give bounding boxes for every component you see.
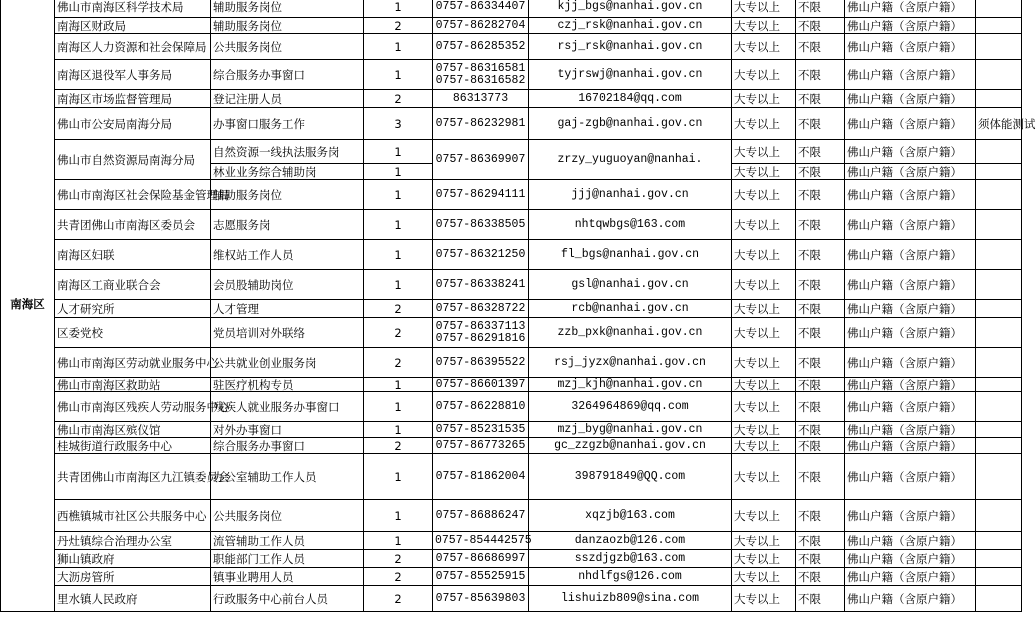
education-cell: 大专以上 [732,438,796,454]
table-row [1,318,1022,348]
phone-number: 0757-86294111 [435,187,526,201]
table-row [1,438,1022,454]
table-row [1,240,1022,270]
education-cell: 大专以上 [732,240,796,270]
education-cell: 大专以上 [732,0,796,18]
unit-name-cell: 区委党校 [55,318,211,348]
unit-name-cell: 佛山市公安局南海分局 [55,108,211,140]
phone-cell [433,108,529,140]
education-cell: 大专以上 [732,392,796,422]
household-registration-cell: 佛山户籍（含原户籍） [845,568,976,586]
note-cell [976,348,1022,378]
note-cell [976,140,1022,164]
post-name-cell: 办事窗口服务工作 [211,108,364,140]
phone-number: 0757-86334407 [435,0,526,13]
household-registration-cell: 佛山户籍（含原户籍） [845,90,976,108]
household-registration-cell: 佛山户籍（含原户籍） [845,532,976,550]
post-name-cell: 驻医疗机构专员 [211,378,364,392]
note-cell [976,34,1022,60]
headcount-cell: 1 [364,422,433,438]
age-limit-cell: 不限 [796,454,845,500]
table-row [1,550,1022,568]
education-cell: 大专以上 [732,180,796,210]
headcount-cell: 2 [364,318,433,348]
post-name-cell: 公共服务岗位 [211,34,364,60]
phone-cell [433,586,529,612]
post-name-cell: 对外办事窗口 [211,422,364,438]
phone-number: 0757-86369907 [435,152,526,166]
phone-number: 86313773 [452,91,509,105]
post-name-cell: 志愿服务岗 [211,210,364,240]
unit-name-cell: 佛山市自然资源局南海分局 [55,140,211,180]
unit-name-cell: 佛山市南海区救助站 [55,378,211,392]
phone-cell [433,34,529,60]
note-cell [976,392,1022,422]
table-row [1,180,1022,210]
headcount-cell: 1 [364,500,433,532]
age-limit-cell: 不限 [796,318,845,348]
education-cell: 大专以上 [732,500,796,532]
headcount-cell: 1 [364,140,433,164]
email-cell: rsj_jyzx@nanhai.gov.cn [529,348,732,378]
unit-name-cell: 狮山镇政府 [55,550,211,568]
headcount-cell: 1 [364,34,433,60]
phone-cell [433,140,529,180]
phone-cell [433,318,529,348]
phone-number: 0757-81862004 [435,469,526,483]
note-cell [976,240,1022,270]
phone-cell [433,378,529,392]
headcount-cell: 1 [364,164,433,180]
phone-number: 0757-85525915 [435,569,526,583]
table-row [1,300,1022,318]
age-limit-cell: 不限 [796,90,845,108]
headcount-cell: 1 [364,270,433,300]
phone-number: 0757-85231535 [435,422,526,436]
age-limit-cell: 不限 [796,270,845,300]
age-limit-cell: 不限 [796,550,845,568]
email-cell: xqzjb@163.com [529,500,732,532]
note-cell: 须体能测试 [976,108,1022,140]
email-cell: gc_zzgzb@nanhai.gov.cn [529,438,732,454]
age-limit-cell: 不限 [796,164,845,180]
post-name-cell: 人才管理 [211,300,364,318]
table-row [1,378,1022,392]
email-cell: czj_rsk@nanhai.gov.cn [529,18,732,34]
post-name-cell: 综合服务办事窗口 [211,438,364,454]
phone-number: 0757-85639803 [435,591,526,605]
email-cell: lishuizb809@sina.com [529,586,732,612]
education-cell: 大专以上 [732,108,796,140]
post-name-cell: 流管辅助工作人员 [211,532,364,550]
education-cell: 大专以上 [732,300,796,318]
headcount-cell: 1 [364,180,433,210]
household-registration-cell: 佛山户籍（含原户籍） [845,438,976,454]
note-cell [976,454,1022,500]
email-cell: 398791849@QQ.com [529,454,732,500]
phone-number: 0757-86773265 [435,438,526,452]
note-cell [976,438,1022,454]
unit-name-cell: 南海区退役军人事务局 [55,60,211,90]
unit-name-cell: 里水镇人民政府 [55,586,211,612]
phone-number: 0757-86886247 [435,508,526,522]
headcount-cell: 2 [364,348,433,378]
phone-number: 0757-86328722 [435,301,526,315]
unit-name-cell: 佛山市南海区科学技术局 [55,0,211,18]
post-name-cell: 维权站工作人员 [211,240,364,270]
phone-number: 0757-86686997 [435,551,526,565]
household-registration-cell: 佛山户籍（含原户籍） [845,164,976,180]
headcount-cell: 2 [364,18,433,34]
note-cell [976,60,1022,90]
table-row [1,210,1022,240]
table-row [1,0,1022,18]
education-cell: 大专以上 [732,210,796,240]
phone-number: 0757-86291816 [435,331,526,345]
household-registration-cell: 佛山户籍（含原户籍） [845,348,976,378]
age-limit-cell: 不限 [796,140,845,164]
phone-cell [433,90,529,108]
note-cell [976,18,1022,34]
table-row [1,90,1022,108]
table-row [1,60,1022,90]
headcount-cell: 2 [364,90,433,108]
education-cell: 大专以上 [732,318,796,348]
household-registration-cell: 佛山户籍（含原户籍） [845,60,976,90]
unit-name-cell: 共青团佛山市南海区九江镇委员会 [55,454,211,500]
unit-name-cell: 共青团佛山市南海区委员会 [55,210,211,240]
phone-cell [433,0,529,18]
unit-name-cell: 南海区妇联 [55,240,211,270]
email-cell: rsj_rsk@nanhai.gov.cn [529,34,732,60]
age-limit-cell: 不限 [796,586,845,612]
post-name-cell: 党员培训对外联络 [211,318,364,348]
unit-name-cell: 人才研究所 [55,300,211,318]
headcount-cell: 1 [364,532,433,550]
age-limit-cell: 不限 [796,18,845,34]
unit-name-cell: 桂城街道行政服务中心 [55,438,211,454]
unit-name-cell: 佛山市南海区殡仪馆 [55,422,211,438]
education-cell: 大专以上 [732,60,796,90]
headcount-cell: 1 [364,392,433,422]
table-row [1,568,1022,586]
email-cell: rcb@nanhai.gov.cn [529,300,732,318]
unit-name-cell: 佛山市南海区劳动就业服务中心 [55,348,211,378]
household-registration-cell: 佛山户籍（含原户籍） [845,392,976,422]
note-cell [976,586,1022,612]
headcount-cell: 1 [364,210,433,240]
table-body [1,0,1036,612]
household-registration-cell: 佛山户籍（含原户籍） [845,586,976,612]
table-row [1,454,1022,500]
education-cell: 大专以上 [732,90,796,108]
headcount-cell: 1 [364,454,433,500]
headcount-cell: 3 [364,108,433,140]
phone-number: 0757-86601397 [435,377,526,391]
phone-cell [433,348,529,378]
age-limit-cell: 不限 [796,0,845,18]
note-cell [976,180,1022,210]
email-cell: 3264964869@qq.com [529,392,732,422]
phone-number: 0757-86282704 [435,18,526,32]
household-registration-cell: 佛山户籍（含原户籍） [845,240,976,270]
note-cell [976,0,1022,18]
phone-cell [433,438,529,454]
note-cell [976,210,1022,240]
note-cell [976,532,1022,550]
post-name-cell: 公共服务岗位 [211,500,364,532]
education-cell: 大专以上 [732,378,796,392]
phone-cell [433,18,529,34]
headcount-cell: 2 [364,438,433,454]
table-row [1,34,1022,60]
household-registration-cell: 佛山户籍（含原户籍） [845,378,976,392]
email-cell: gsl@nanhai.gov.cn [529,270,732,300]
table-row [1,532,1022,550]
note-cell [976,90,1022,108]
headcount-cell: 2 [364,300,433,318]
note-cell [976,550,1022,568]
household-registration-cell: 佛山户籍（含原户籍） [845,300,976,318]
age-limit-cell: 不限 [796,34,845,60]
phone-cell [433,500,529,532]
household-registration-cell: 佛山户籍（含原户籍） [845,500,976,532]
email-cell: zzb_pxk@nanhai.gov.cn [529,318,732,348]
headcount-cell: 2 [364,568,433,586]
note-cell [976,568,1022,586]
age-limit-cell: 不限 [796,240,845,270]
education-cell: 大专以上 [732,586,796,612]
email-cell: 16702184@qq.com [529,90,732,108]
table-row [1,348,1022,378]
post-name-cell: 林业业务综合辅助岗 [211,164,364,180]
education-cell: 大专以上 [732,568,796,586]
education-cell: 大专以上 [732,164,796,180]
unit-name-cell: 大沥房管所 [55,568,211,586]
education-cell: 大专以上 [732,140,796,164]
post-name-cell: 行政服务中心前台人员 [211,586,364,612]
phone-cell [433,568,529,586]
education-cell: 大专以上 [732,34,796,60]
headcount-cell: 1 [364,0,433,18]
age-limit-cell: 不限 [796,348,845,378]
table-row [1,392,1022,422]
email-cell: jjj@nanhai.gov.cn [529,180,732,210]
post-name-cell: 辅助服务岗位 [211,180,364,210]
note-cell [976,318,1022,348]
table-row [1,500,1022,532]
email-cell: gaj-zgb@nanhai.gov.cn [529,108,732,140]
unit-name-cell: 丹灶镇综合治理办公室 [55,532,211,550]
age-limit-cell: 不限 [796,392,845,422]
note-cell [976,500,1022,532]
unit-name-cell: 西樵镇城市社区公共服务中心 [55,500,211,532]
age-limit-cell: 不限 [796,438,845,454]
phone-number: 0757-854442575 [435,533,532,547]
phone-cell [433,60,529,90]
phone-number: 0757-86395522 [435,355,526,369]
household-registration-cell: 佛山户籍（含原户籍） [845,34,976,60]
phone-number: 0757-86316581 [435,61,526,75]
phone-cell [433,454,529,500]
household-registration-cell: 佛山户籍（含原户籍） [845,180,976,210]
table-row [1,422,1022,438]
headcount-cell: 2 [364,550,433,568]
education-cell: 大专以上 [732,270,796,300]
unit-name-cell: 南海区人力资源和社会保障局 [55,34,211,60]
household-registration-cell: 佛山户籍（含原户籍） [845,108,976,140]
age-limit-cell: 不限 [796,210,845,240]
education-cell: 大专以上 [732,454,796,500]
phone-cell [433,392,529,422]
household-registration-cell: 佛山户籍（含原户籍） [845,210,976,240]
email-cell: zrzy_yuguoyan@nanhai. [529,140,732,180]
household-registration-cell: 佛山户籍（含原户籍） [845,318,976,348]
email-cell: kjj_bgs@nanhai.gov.cn [529,0,732,18]
household-registration-cell: 佛山户籍（含原户籍） [845,140,976,164]
table-row [1,108,1022,140]
education-cell: 大专以上 [732,348,796,378]
phone-number: 0757-86338505 [435,217,526,231]
post-name-cell: 残疾人就业服务办事窗口 [211,392,364,422]
table-row [1,270,1022,300]
phone-cell [433,532,532,550]
unit-name-cell: 南海区工商业联合会 [55,270,211,300]
age-limit-cell: 不限 [796,378,845,392]
unit-name-cell: 南海区市场监督管理局 [55,90,211,108]
post-name-cell: 公共就业创业服务岗 [211,348,364,378]
phone-number: 0757-86338241 [435,277,526,291]
note-cell [976,270,1022,300]
email-cell: fl_bgs@nanhai.gov.cn [529,240,732,270]
email-cell: danzaozb@126.com [529,532,732,550]
age-limit-cell: 不限 [796,568,845,586]
table-row [1,18,1022,34]
phone-number: 0757-86321250 [435,247,526,261]
age-limit-cell: 不限 [796,180,845,210]
age-limit-cell: 不限 [796,422,845,438]
household-registration-cell: 佛山户籍（含原户籍） [845,422,976,438]
post-name-cell: 办公室辅助工作人员 [211,454,364,500]
phone-cell [433,240,529,270]
post-name-cell: 辅助服务岗位 [211,18,364,34]
email-cell: mzj_kjh@nanhai.gov.cn [529,378,732,392]
headcount-cell: 1 [364,240,433,270]
post-name-cell: 镇事业聘用人员 [211,568,364,586]
headcount-cell: 2 [364,586,433,612]
phone-number: 0757-86228810 [435,399,526,413]
post-name-cell: 自然资源一线执法服务岗 [211,140,364,164]
district-label: 南海区 [1,0,55,612]
email-cell: nhdlfgs@126.com [529,568,732,586]
phone-cell [433,422,529,438]
household-registration-cell: 佛山户籍（含原户籍） [845,454,976,500]
note-cell [976,422,1022,438]
phone-number: 0757-86316582 [435,73,526,87]
email-cell: sszdjgzb@163.com [529,550,732,568]
table-row [1,140,1022,164]
phone-cell [433,210,529,240]
household-registration-cell: 佛山户籍（含原户籍） [845,550,976,568]
household-registration-cell: 佛山户籍（含原户籍） [845,18,976,34]
phone-cell [433,180,529,210]
education-cell: 大专以上 [732,532,796,550]
phone-number: 0757-86285352 [435,39,526,53]
post-name-cell: 辅助服务岗位 [211,0,364,18]
unit-name-cell: 佛山市南海区社会保险基金管理局 [55,180,211,210]
education-cell: 大专以上 [732,550,796,568]
education-cell: 大专以上 [732,422,796,438]
phone-number: 0757-86232981 [435,116,526,130]
unit-name-cell: 南海区财政局 [55,18,211,34]
household-registration-cell: 佛山户籍（含原户籍） [845,0,976,18]
education-cell: 大专以上 [732,18,796,34]
post-name-cell: 会员股辅助岗位 [211,270,364,300]
headcount-cell: 1 [364,60,433,90]
household-registration-cell: 佛山户籍（含原户籍） [845,270,976,300]
email-cell: nhtqwbgs@163.com [529,210,732,240]
phone-cell [433,300,529,318]
age-limit-cell: 不限 [796,108,845,140]
unit-name-cell: 佛山市南海区残疾人劳动服务中心 [55,392,211,422]
headcount-cell: 1 [364,378,433,392]
phone-cell [433,550,529,568]
table-row [1,586,1022,612]
age-limit-cell: 不限 [796,60,845,90]
note-cell [976,378,1022,392]
age-limit-cell: 不限 [796,532,845,550]
phone-cell [433,270,529,300]
note-cell [976,164,1022,180]
phone-number: 0757-86337113 [435,319,526,333]
post-name-cell: 登记注册人员 [211,90,364,108]
age-limit-cell: 不限 [796,500,845,532]
email-cell: tyjrswj@nanhai.gov.cn [529,60,732,90]
post-name-cell: 职能部门工作人员 [211,550,364,568]
email-cell: mzj_byg@nanhai.gov.cn [529,422,732,438]
post-name-cell: 综合服务办事窗口 [211,60,364,90]
note-cell [976,300,1022,318]
age-limit-cell: 不限 [796,300,845,318]
